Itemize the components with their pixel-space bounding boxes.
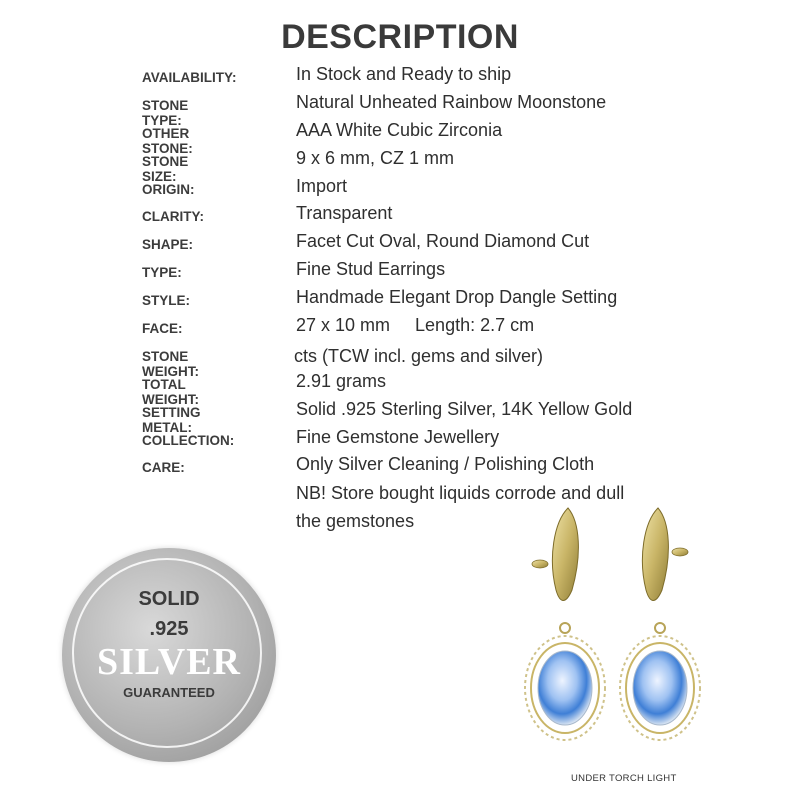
care-note-line-1: NB! Store bought liquids corrode and dull <box>296 483 625 503</box>
spec-label: SHAPE: <box>142 237 194 253</box>
spec-label: AVAILABILITY: <box>142 70 237 85</box>
spec-label: TOTAL WEIGHT: <box>142 376 199 407</box>
spec-value: Handmade Elegant Drop Dangle Setting <box>296 287 618 308</box>
spec-label: COLLECTION: <box>142 432 235 448</box>
spec-value: Import <box>296 175 348 196</box>
spec-label: STONE TYPE: <box>142 97 189 128</box>
spec-value: cts (TCW incl. gems and silver) <box>294 345 544 366</box>
spec-value: Solid .925 Sterling Silver, 14K Yellow Gold <box>296 398 633 419</box>
spec-value: In Stock and Ready to ship <box>296 64 512 84</box>
spec-label: SETTING METAL: <box>142 404 201 435</box>
silver-guarantee-badge <box>62 548 276 762</box>
spec-label: STONE WEIGHT: <box>142 348 199 379</box>
spec-label: TYPE: <box>142 265 182 281</box>
spec-value: 27 x 10 mm Length: 2.7 cm <box>296 315 535 336</box>
spec-label: OTHER STONE: <box>142 125 193 156</box>
spec-value: Only Silver Cleaning / Polishing Cloth <box>296 454 595 475</box>
spec-value: Natural Unheated Rainbow Moonstone <box>296 91 607 112</box>
spec-value: Fine Stud Earrings <box>296 259 446 280</box>
spec-label: ORIGIN: <box>142 181 195 197</box>
spec-value: 2.91 grams <box>296 370 387 391</box>
spec-value: AAA White Cubic Zirconia <box>296 119 503 140</box>
spec-label: CLARITY: <box>142 209 204 225</box>
spec-value: 9 x 6 mm, CZ 1 mm <box>296 147 455 168</box>
badge-silver-text: SILVER <box>96 641 241 683</box>
care-note-line-2: the gemstones <box>296 511 415 531</box>
earrings-photo <box>520 500 710 762</box>
badge-solid-text: SOLID <box>138 588 200 610</box>
spec-label: FACE: <box>142 321 183 337</box>
page-title: DESCRIPTION <box>281 18 519 56</box>
spec-label: STYLE: <box>142 293 191 309</box>
spec-value: Fine Gemstone Jewellery <box>296 426 500 447</box>
spec-value: Facet Cut Oval, Round Diamond Cut <box>296 231 590 252</box>
badge-925-text: .925 <box>149 618 189 640</box>
left-earring <box>525 508 605 740</box>
spec-value: Transparent <box>296 203 393 224</box>
right-earring <box>620 508 700 740</box>
spec-label: STONE SIZE: <box>142 153 189 184</box>
badge-guaranteed-text: GUARANTEED <box>123 685 215 700</box>
photo-caption: UNDER TORCH LIGHT <box>571 773 677 784</box>
spec-label: CARE: <box>142 460 185 476</box>
